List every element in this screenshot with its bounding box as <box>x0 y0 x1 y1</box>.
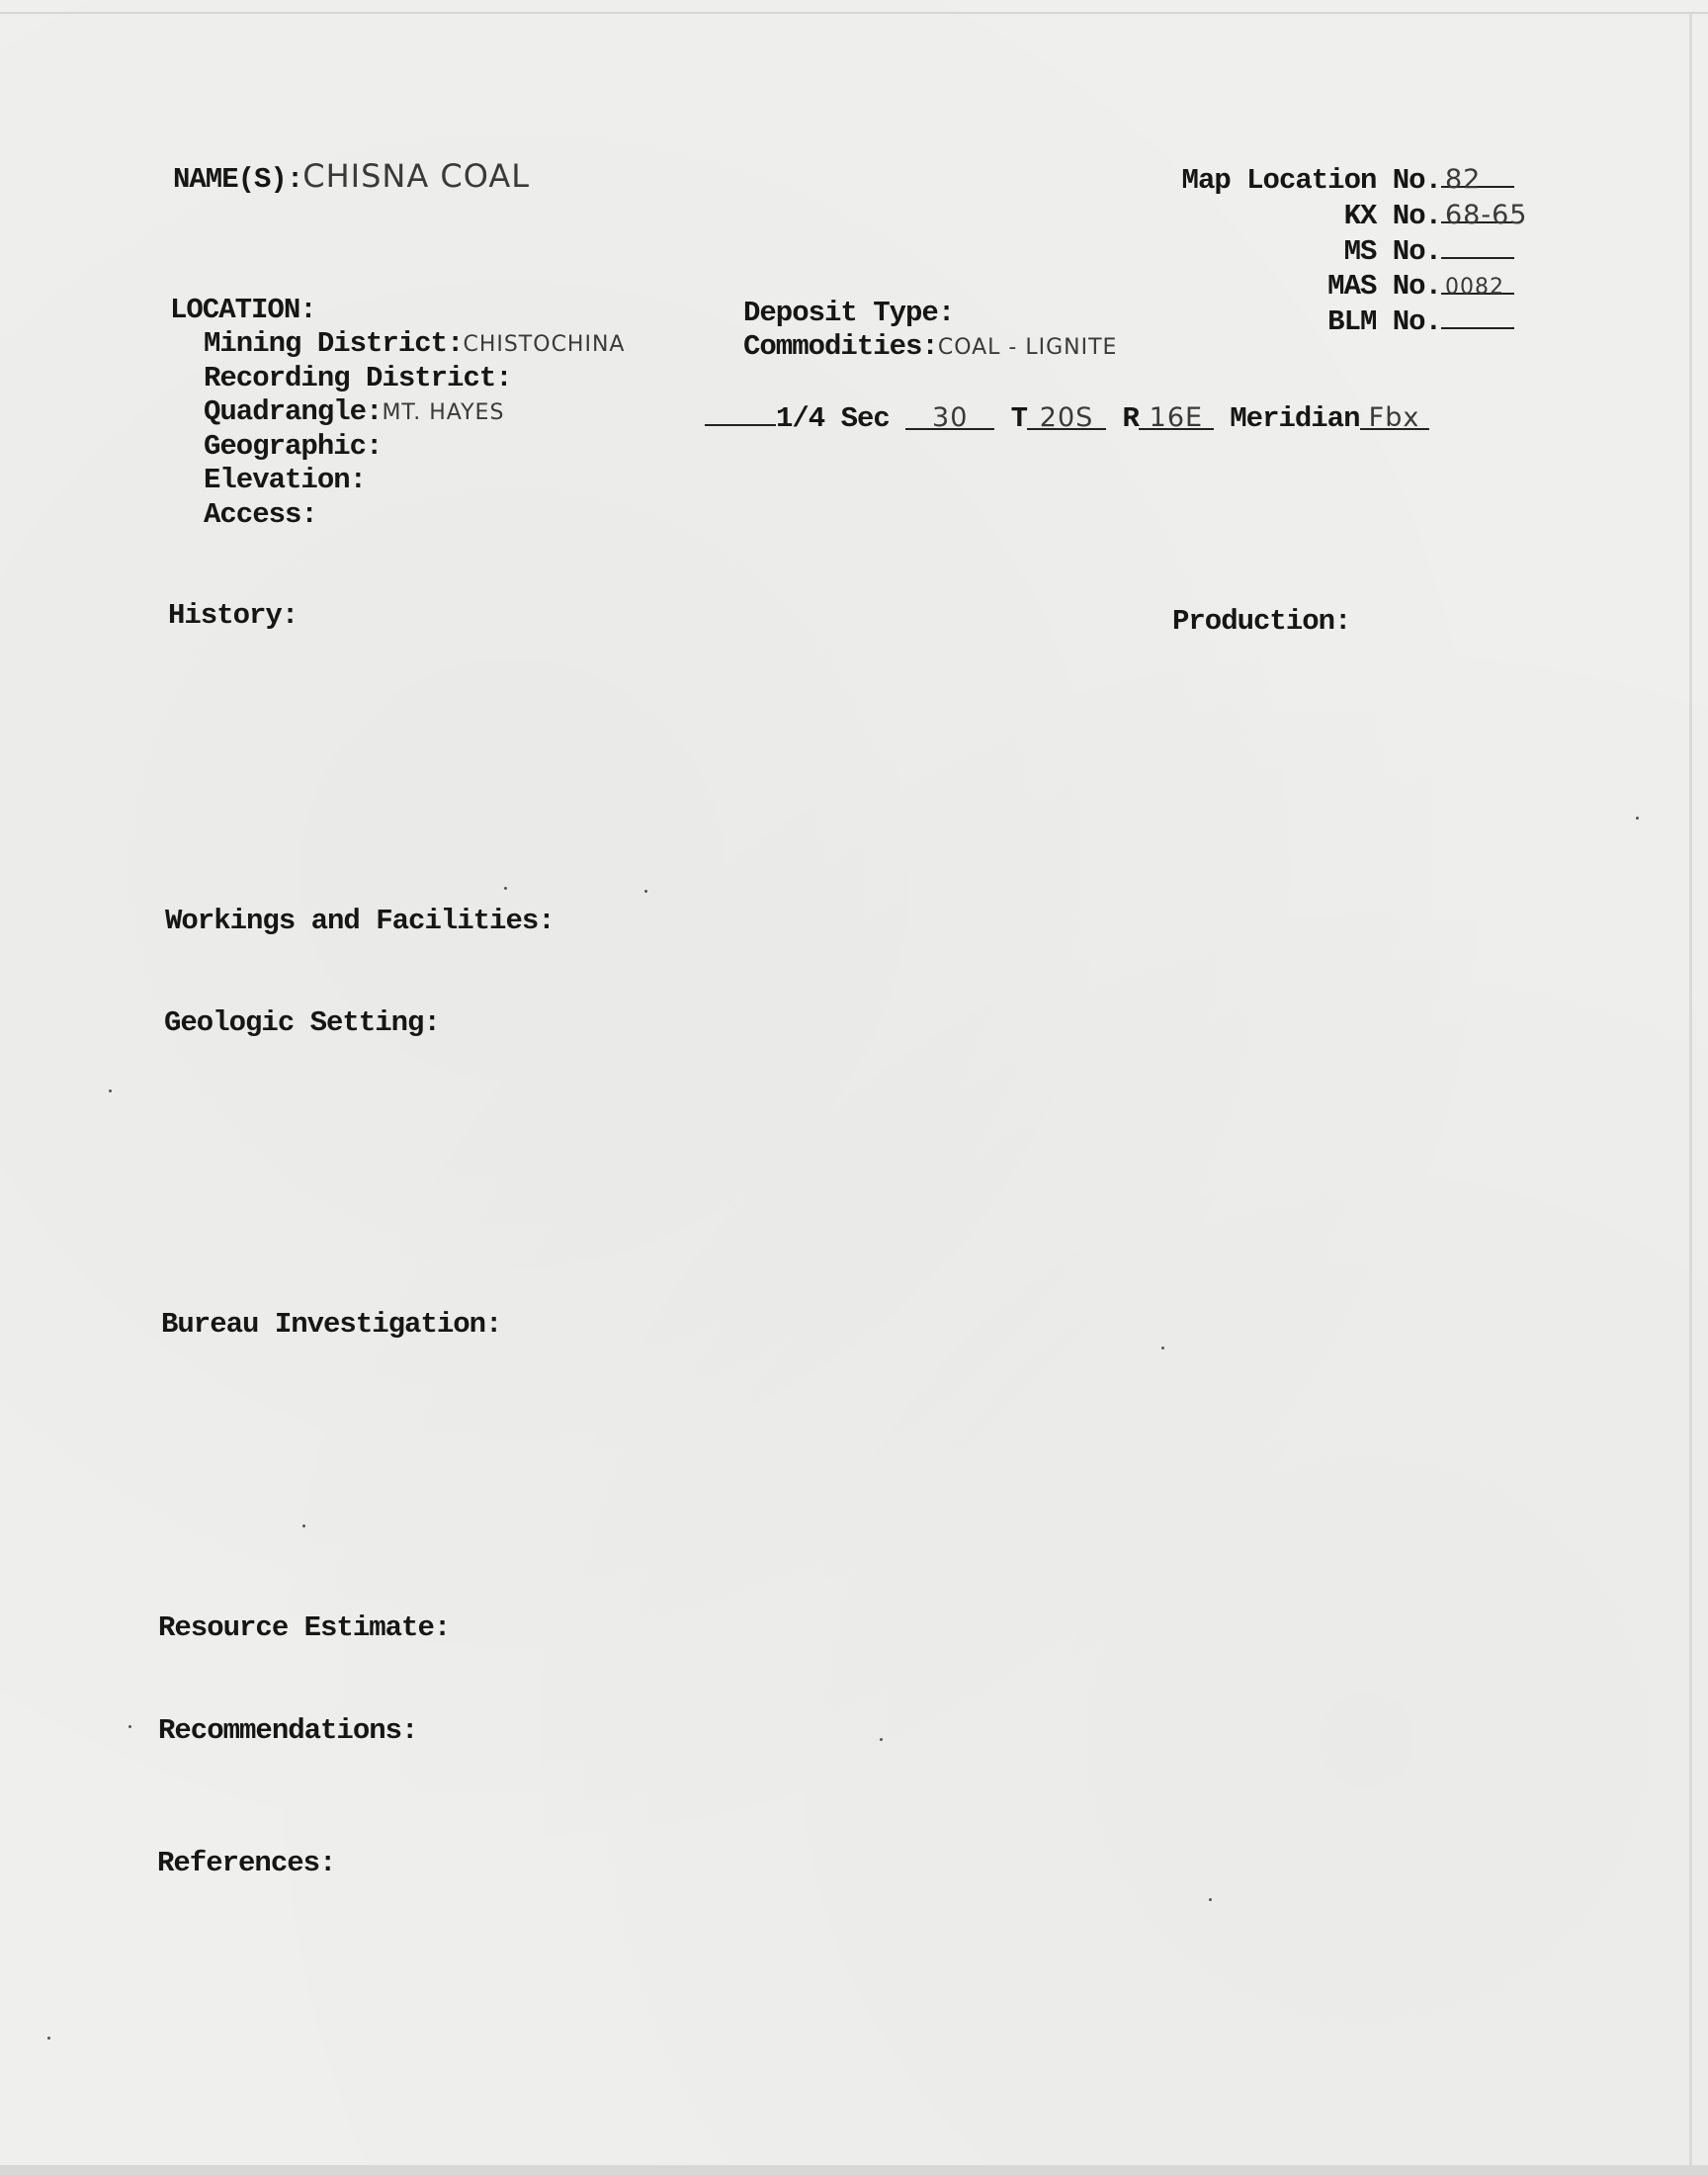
elevation-label: Elevation: <box>204 464 367 496</box>
scan-speck <box>302 1524 305 1527</box>
name-label: NAME(S): <box>173 163 303 196</box>
township-value: 20S <box>1027 404 1106 430</box>
blm-no-value <box>1441 304 1514 329</box>
commodities-value: COAL - LIGNITE <box>937 335 1118 360</box>
mas-no-row: MAS No. 0082 <box>1182 269 1514 304</box>
scan-speck <box>1636 817 1639 820</box>
scan-speck <box>504 887 507 890</box>
mas-no-value: 0082 <box>1441 269 1514 295</box>
range-value: 16E <box>1139 404 1214 430</box>
map-location-value: 82 <box>1441 162 1514 188</box>
blm-no-row: BLM No. <box>1182 304 1514 339</box>
history-label: History: <box>168 599 299 632</box>
quadrangle-field: Quadrangle:MT. HAYES <box>204 395 505 428</box>
recording-district-label: Recording District: <box>204 362 512 394</box>
location-heading: LOCATION: <box>170 294 316 326</box>
mining-district-field: Mining District:CHISTOCHINA <box>204 327 626 360</box>
quarter-blank <box>705 400 776 426</box>
name-field <box>173 157 531 196</box>
scan-speck <box>109 1089 112 1092</box>
production-label: Production: <box>1172 605 1351 638</box>
scan-speck <box>47 2037 50 2040</box>
page-edge-bottom <box>0 2165 1708 2175</box>
references-label: References: <box>157 1847 336 1879</box>
page-edge-top <box>0 12 1708 14</box>
name-value: CHISNA COAL <box>302 157 531 195</box>
kx-no-row: KX No. 68-65 <box>1343 200 1528 232</box>
bureau-investigation-label: Bureau Investigation: <box>161 1308 502 1341</box>
page-edge-right <box>1689 14 1692 2175</box>
scan-speck <box>1161 1347 1164 1349</box>
kx-no-value: 68-65 <box>1441 198 1514 223</box>
geographic-label: Geographic: <box>204 430 383 463</box>
commodities-field: Commodities:COAL - LIGNITE <box>743 330 1118 363</box>
resource-estimate-label: Resource Estimate: <box>158 1611 451 1644</box>
workings-label: Workings and Facilities: <box>165 905 555 937</box>
meridian-value: Fbx <box>1360 404 1429 430</box>
quadrangle-value: MT. HAYES <box>382 400 505 425</box>
geologic-setting-label: Geologic Setting: <box>164 1006 440 1039</box>
recommendations-label: Recommendations: <box>158 1714 418 1747</box>
deposit-type-label: Deposit Type: <box>743 297 955 329</box>
scan-speck <box>128 1725 131 1728</box>
record-numbers-block <box>1181 162 1528 339</box>
plss-line: 1/4 Sec 30 T 20S R 16E Meridian Fbx <box>705 400 1429 433</box>
scan-speck <box>644 890 647 893</box>
map-location-row: Map Location No. 82 <box>1182 162 1514 198</box>
scan-speck <box>880 1738 883 1741</box>
mining-district-value: CHISTOCHINA <box>463 332 626 357</box>
ms-no-row: MS No. <box>1182 233 1514 269</box>
ms-no-value <box>1441 233 1514 259</box>
access-label: Access: <box>204 498 317 531</box>
section-value: 30 <box>905 404 994 430</box>
scan-speck <box>1209 1898 1212 1901</box>
